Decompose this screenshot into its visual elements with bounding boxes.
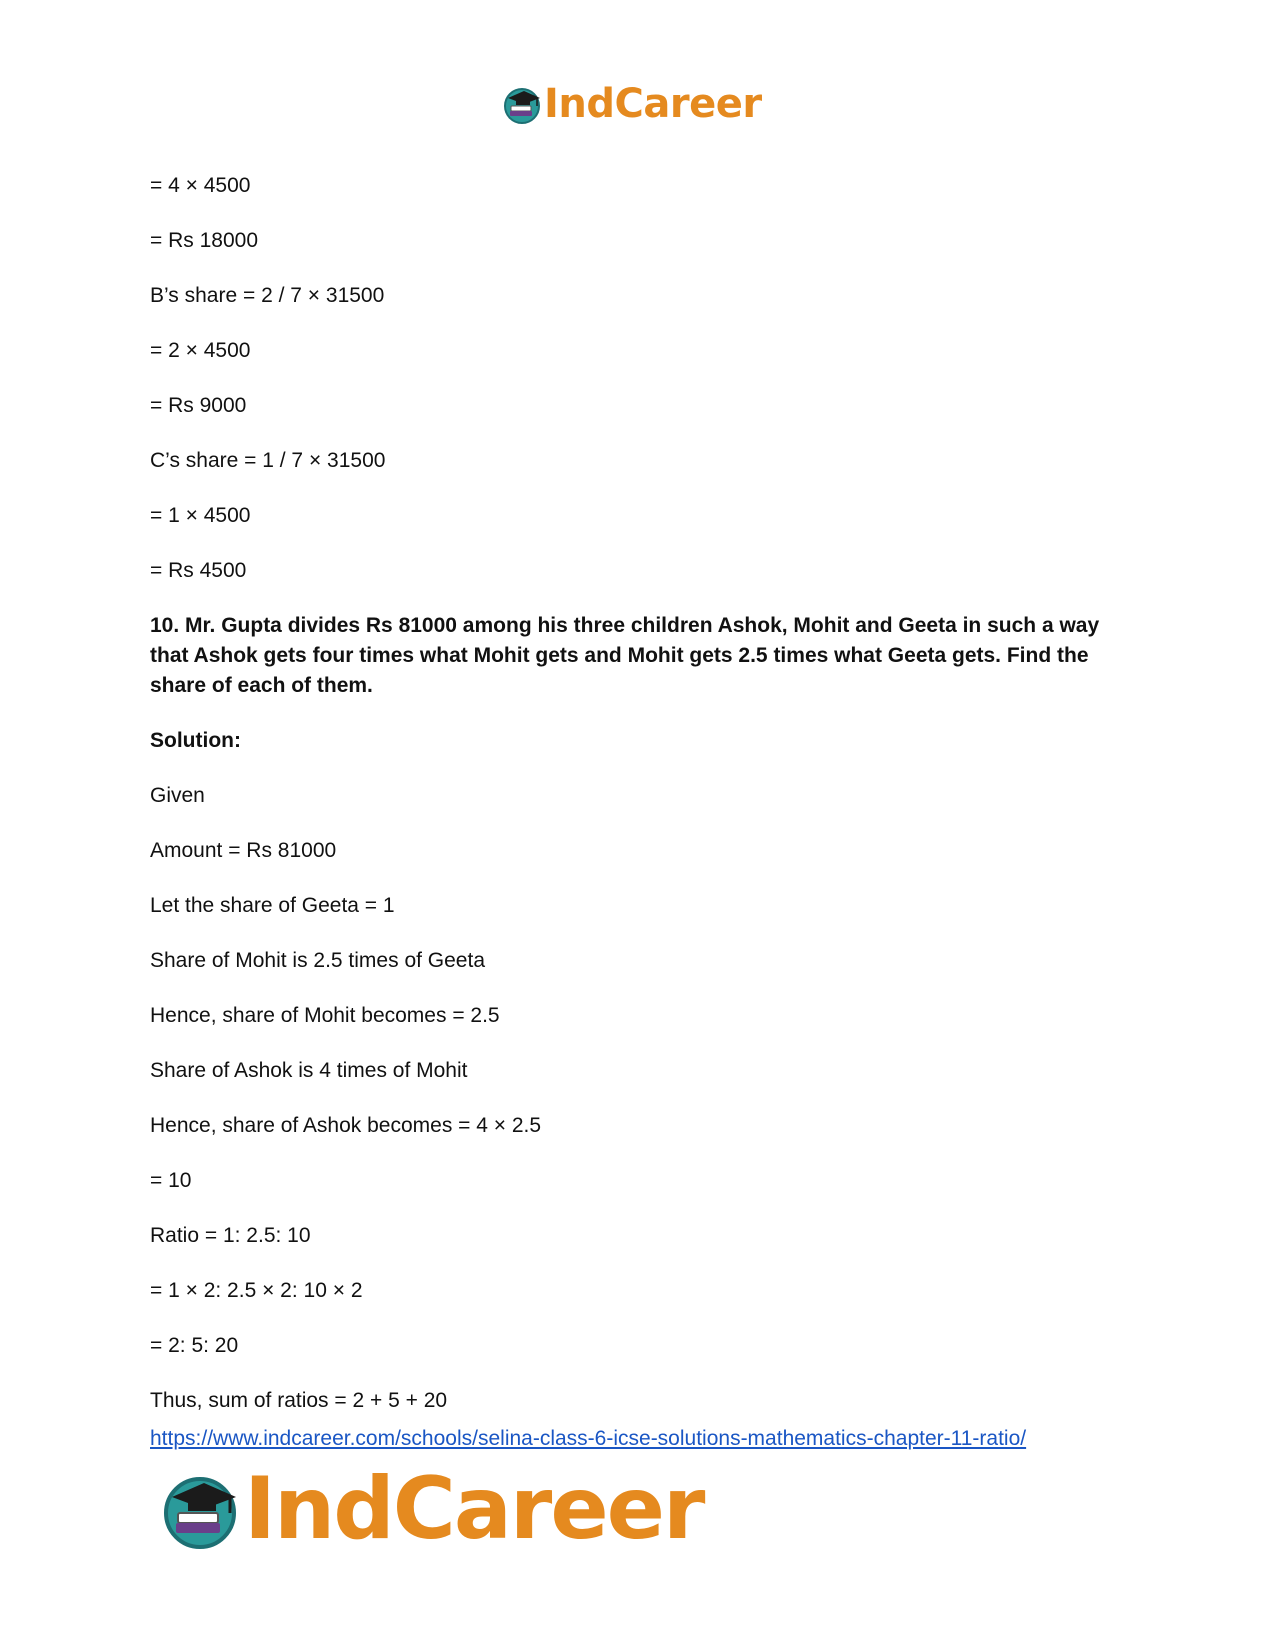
solution-line: Ratio = 1: 2.5: 10 xyxy=(150,1224,311,1247)
calc-line: C’s share = 1 / 7 × 31500 xyxy=(150,449,386,472)
calc-line: = 1 × 4500 xyxy=(150,504,251,527)
solution-heading: Solution: xyxy=(150,729,241,752)
solution-line: Thus, sum of ratios = 2 + 5 + 20 xyxy=(150,1389,448,1412)
solution-line: Hence, share of Ashok becomes = 4 × 2.5 xyxy=(150,1114,542,1137)
solution-line: Hence, share of Mohit becomes = 2.5 xyxy=(150,1004,500,1027)
solution-line: Share of Ashok is 4 times of Mohit xyxy=(150,1059,468,1082)
solution-line: = 2: 5: 20 xyxy=(150,1334,239,1357)
solution-line: Let the share of Geeta = 1 xyxy=(150,894,395,917)
calc-line: = 2 × 4500 xyxy=(150,339,251,362)
solution-line: Given xyxy=(150,784,205,807)
calc-line: B’s share = 2 / 7 × 31500 xyxy=(150,284,385,307)
header-logo-text: IndCareer xyxy=(544,81,762,127)
footer-logo xyxy=(160,1459,704,1559)
source-url-link[interactable]: https://www.indcareer.com/schools/selina-class-6-icse-solutions-mathematics-chapter-11-ratio/ xyxy=(150,1427,1027,1450)
graduation-cap-globe-icon xyxy=(160,1469,240,1549)
calc-line: = Rs 18000 xyxy=(150,229,258,252)
solution-line: Amount = Rs 81000 xyxy=(150,839,337,862)
graduation-cap-globe-icon xyxy=(502,84,542,124)
solution-line: = 10 xyxy=(150,1169,192,1192)
question-10: 10. Mr. Gupta divides Rs 81000 among his three children Ashok, Mohit and Geeta in such a way that Ashok gets four times what Mohit gets and Mohit gets 2.5 times what Geeta gets. Find the share of each of them. xyxy=(150,614,1100,697)
document-body xyxy=(150,171,1125,1416)
footer-logo-text: IndCareer xyxy=(244,1459,704,1559)
header-logo xyxy=(502,78,762,130)
calc-line: = Rs 9000 xyxy=(150,394,247,417)
solution-line: Share of Mohit is 2.5 times of Geeta xyxy=(150,949,485,972)
calc-line: = Rs 4500 xyxy=(150,559,247,582)
solution-line: = 1 × 2: 2.5 × 2: 10 × 2 xyxy=(150,1279,363,1302)
calc-line: = 4 × 4500 xyxy=(150,174,251,197)
